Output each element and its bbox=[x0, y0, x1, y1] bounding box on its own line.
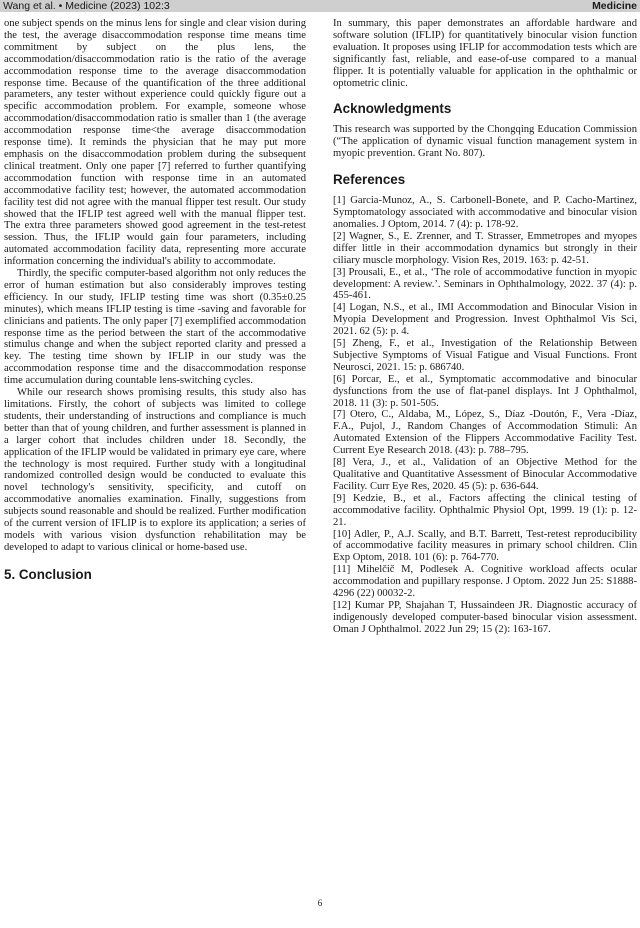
reference-item: [11] Mihelčič M, Podlesek A. Cognitive workload affects ocular accommodation and pupillary response. J Optom. 2022 Jun 25: S1888-4296 (22) 00032-2. bbox=[333, 564, 637, 600]
running-head-citation: Wang et al. • Medicine (2023) 102:3 bbox=[3, 0, 170, 12]
reference-item: [5] Zheng, F., et al., Investigation of the Relationship Between Subjective Symptoms of Visual Fatigue and Visual Functions. Front Neurosci, 2021. 15: p. 686740. bbox=[333, 338, 637, 373]
reference-item: [1] Garcia-Munoz, A., S. Carbonell-Bonete, and P. Cacho-Martinez, Symptomatology associated with accommodative and binocular vision anomalies. J Optom, 2014. 7 (4): p. 178-92. bbox=[333, 195, 637, 230]
page-number: 6 bbox=[317, 898, 323, 908]
reference-item: [8] Vera, J., et al., Validation of an Objective Method for the Qualitative and Quantitative Assessment of Binocular Accommodative Facility. Curr Eye Res, 2020. 45 (5): p. 636-644. bbox=[333, 457, 637, 492]
acknowledgments-paragraph: This research was supported by the Chongqing Education Commission (“The application of dynamic visual function management system in myopic prevention. Grant No. 807). bbox=[333, 124, 637, 160]
running-head bbox=[0, 0, 640, 12]
references-heading: References bbox=[333, 172, 406, 188]
body-paragraph: While our research shows promising results, this study also has limitations. Firstly, the cohort of subjects was limited to college students, their understanding of instructions and compliance is much better than that of young children, and further assessment is planned in a larger cohort that includes children under 18. Secondly, the application of the IFLIP would be validated in primary eye care, where the technology is most required. Further study with a longitudinal randomized controlled design would be conducted to evaluate this novel technology's sensitivity, specificity, and cutoff on accommodative anomalies examination. Finally, suggestions from subjects sound reasonable and should be realized. Further modification of the current version of IFLIP is to explore its application; a series of models with various vision dysfunction rehabilitation may be developed to adapt to various clinical or home-based use. bbox=[4, 387, 306, 553]
right-column bbox=[333, 18, 637, 636]
reference-item: [6] Porcar, E., et al., Symptomatic accommodative and binocular dysfunctions from the use of flat-panel displays. Int J Ophthalmol, 2018. 11 (3): p. 501-505. bbox=[333, 373, 637, 409]
reference-item: [2] Wagner, S., E. Zrenner, and T. Strasser, Emmetropes and myopes differ little in their accommodation dynamics but strongly in their ciliary muscle morphology. Vision Res, 2019. 163: p. 42-51. bbox=[333, 230, 637, 266]
body-paragraph: one subject spends on the minus lens for single and clear vision during the test, the average disaccommodation response time means time commitment by subject on the plus lens, the accommodation/disaccommodation ratio is the ratio of the average accommodation response time to the average disaccommodation response time. Because of the quantification of the three additional parameters, any tester without experience could quickly figure out a specific accommodation problem. For example, someone whose accommodation/disaccommodation ratio is smaller than 1 (the average accommodation response time<the average disaccommodation response time). It reminds the physician that he may put more emphasis on the disaccommodation problem during the subsequent clinical treatment. Only one paper [7] referred to further quantifying accommodation function with response time in an automated accommodative facility test; however, the automated accommodation facility test did not agree with the manual flipper test result. Our study showed that the IFLIP test agreed well with the manual flipper test. The extra three parameters showed good agreement in the test-retest session. Thus, the IFLIP would gain four parameters, including automated accommodation facility data, representing more accurate information concerning the individual's ability to accommodate. bbox=[4, 18, 306, 268]
reference-list bbox=[333, 195, 637, 636]
reference-item: [7] Otero, C., Aldaba, M., López, S., Díaz -Doutón, F., Vera -Díaz, F.A., Pujol, J., Random Changes of Accommodation Stimuli: An Automated Extension of the Flippers Accommodative Facility Test. Current Eye Research 2018. (43): p. 788–795. bbox=[333, 409, 637, 457]
body-paragraph: Thirdly, the specific computer-based algorithm not only reduces the error of human estimation but also considerably improves testing efficiency. In our study, IFLIP testing time was short (0.35±0.25 minutes), which means IFLIP testing is time -saving and favorable for clinicians and patients. The only paper [7] exemplified accommodation response time as the period between the start of the accommodative stimulus change and when the subject reported clarity and pressed a key. The testing time shown by IFLIP in our study was the accommodation response time and the disaccommodation response time accumulation during countable lens-switching cycles. bbox=[4, 268, 306, 387]
conclusion-heading: 5. Conclusion bbox=[4, 566, 92, 582]
reference-item: [12] Kumar PP, Shajahan T, Hussaindeen JR. Diagnostic accuracy of indigenously developed computer-based binocular vision assessment. Oman J Ophthalmol. 2022 Jun 29; 15 (2): 163-167. bbox=[333, 599, 637, 635]
reference-item: [10] Adler, P., A.J. Scally, and B.T. Barrett, Test-retest reproducibility of accommodative facility measures in primary school children. Clin Exp Optom, 2018. 101 (6): p. 764-770. bbox=[333, 528, 637, 564]
left-column bbox=[4, 18, 306, 590]
reference-item: [3] Prousali, E., et al., ‘The role of accommodative function in myopic development: A review.’. Seminars in Ophthalmology, 2022. 37 (4): p. 455-461. bbox=[333, 266, 637, 302]
conclusion-paragraph: In summary, this paper demonstrates an affordable hardware and software solution (IFLIP) for quantitatively binocular vision function evaluation. It proposes using IFLIP for accommodation tests which are significantly fast, reliable, and ease-of-use compared to a manual flipper. It is potentially valuable for application in the ophthalmic or optometric clinic. bbox=[333, 18, 637, 89]
running-head-journal: Medicine bbox=[592, 0, 637, 12]
reference-item: [4] Logan, N.S., et al., IMI Accommodation and Binocular Vision in Myopia Development and Progression. Invest Ophthalmol Vis Sci, 2021. 62 (5): p. 4. bbox=[333, 302, 637, 338]
acknowledgments-heading: Acknowledgments bbox=[333, 101, 452, 117]
reference-item: [9] Kedzie, B., et al., Factors affecting the clinical testing of accommodative facility. Ophthalmic Physiol Opt, 1999. 19 (1): p. 12-21. bbox=[333, 492, 637, 528]
